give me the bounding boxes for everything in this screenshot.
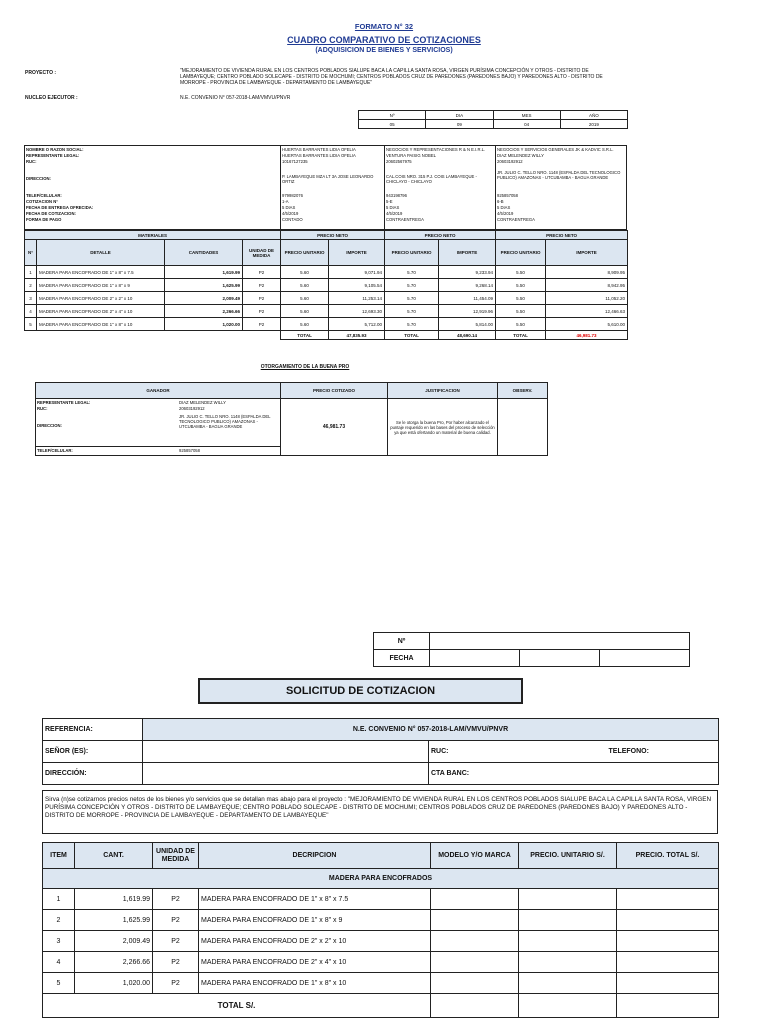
item-cell: 1,020.00 [75,973,153,994]
item-modelo-marca[interactable] [431,910,519,931]
col-importe-1: IMPORTE [329,240,385,266]
item-cell: P2 [153,973,199,994]
comparison-cell: 1,020.00 [165,318,243,331]
provider-3 [496,146,626,229]
label-forma-pago: FORMA DE PAGO [26,217,62,222]
comparison-cell: MADERA PARA ENCOFRADO DE 2" x 4" x 10 [37,305,165,318]
fecha-label: FECHA [374,650,430,667]
adquisicion-subtitle: (ADQUISICION DE BIENES Y SERVICIOS) [315,47,453,54]
precio-cotizado-header: PRECIO COTIZADO [281,383,388,399]
item-cell: 1 [43,889,75,910]
ganador-telefono-cell [36,447,281,456]
observ-cell [498,399,548,456]
col-unidad-medida: UNIDAD DE MEDIDA [153,843,199,869]
cuadro-title: CUADRO COMPARATIVO DE COTIZACIONES [287,35,481,45]
comparison-cell: P2 [243,292,281,305]
bp-ruc: 20603192912 [179,406,205,411]
p1-cotizacion: 1-A [282,199,289,204]
comparison-cell: 5.50 [496,305,546,318]
col-pu-1: PRECIO UNITARIO [281,240,329,266]
comparison-cell: 5.70 [385,318,439,331]
label-telefono: TELEF/CELULAR: [26,193,62,198]
comparison-cell: 8,942.95 [546,279,628,292]
comparison-cell: MADERA PARA ENCOFRADO DE 1" x 8" x 10 [37,318,165,331]
materiales-header: MATERIALES [25,231,281,240]
item-precio-unitario[interactable] [519,910,617,931]
p3-representante: DIAZ MELENDEZ WILLY [497,153,544,158]
comparison-cell: 2,266.66 [165,305,243,318]
precio-neto-header-3: PRECIO NETO [496,231,628,240]
item-cell: MADERA PARA ENCOFRADO DE 1" x 8" x 10 [199,973,431,994]
item-cell: MADERA PARA ENCOFRADO DE 1" x 8" x 7.5 [199,889,431,910]
p1-entrega: 5 DIAS [282,205,296,210]
item-precio-total[interactable] [617,910,719,931]
col-n: N° [25,240,37,266]
comparison-cell: 9,268.14 [439,279,496,292]
comparison-cell: 5.60 [281,318,329,331]
p1-direccion: P. LAMBAYEQUE MZA LT 3A JOSE LEONARDO ORTIZ [282,174,374,184]
solicitud-text: Sirva (n)se cotizarnos precios netos de los bienes y/o servicios que se detallan mas abajo para el proyecto : "MEJORAMIENTO DE VIVIENDA RURAL EN LOS CENTROS POBLADOS SIALUPE BACA LA CAPILLA SANTA ROSA, VIRGEN PURÍSIMA CONCEPCIÓN Y OTROS - DISTRITO DE LAMBAYEQUE; CENTRO POBLADO SOLECAPE - DISTRITO DE MOCHUMI; CENTROS POBLADOS CRUZ DE PAREDONES (PAREDONES BAJO) Y PAREDONES ALTO - DISTRITO DE MORROPE - PROVINCIA DE LAMBAYEQUE - DEPARTAMENTO DE LAMBAYEQUE" [42,790,718,834]
item-cell: MADERA PARA ENCOFRADO DE 2" x 4" x 10 [199,952,431,973]
comparison-cell: MADERA PARA ENCOFRADO DE 1" x 8" x 9 [37,279,165,292]
formato-title: FORMATO N° 32 [354,22,414,31]
comparison-table [24,230,628,340]
col-precio-unitario: PRECIO. UNITARIO S/. [519,843,617,869]
comparison-row [25,318,628,331]
date-value: 04 [493,120,560,129]
col-precio-total: PRECIO. TOTAL S/. [617,843,719,869]
item-cell: 2,266.66 [75,952,153,973]
comparison-cell: 2 [25,279,37,292]
item-cell: P2 [153,889,199,910]
item-cell: P2 [153,952,199,973]
col-cant: CANT. [75,843,153,869]
comparison-row [25,292,628,305]
nucleo-label: NUCLEO EJECUTOR : [25,95,78,101]
col-importe-3: IMPORTE [546,240,628,266]
item-cell: 3 [43,931,75,952]
col-pu-2: PRECIO UNITARIO [385,240,439,266]
direccion-value[interactable] [143,763,429,785]
bp-label-ruc: RUC: [37,406,48,411]
date-value: 09 [426,120,493,129]
comparison-cell: 12,466.63 [546,305,628,318]
date-value: 05 [359,120,426,129]
comparison-cell: 5 [25,318,37,331]
p1-ruc: 10167127235 [282,159,308,164]
comparison-cell: P2 [243,305,281,318]
date-header: DIA [426,111,493,120]
p3-entrega: 5 DIAS [497,205,511,210]
comparison-cell: 12,919.96 [439,305,496,318]
label-cotizacion: COTIZACION N° [26,199,58,204]
col-unidad: UNIDAD DE MEDIDA [243,240,281,266]
justificacion-header: JUSTIFICACION [388,383,498,399]
p1-pago: CONTADO [282,217,303,222]
comparison-cell: 12,693.30 [329,305,385,318]
date-header: Nº [359,111,426,120]
item-precio-total[interactable] [617,931,719,952]
label-fecha-entrega: FECHA DE ENTREGA OFRECIDA: [26,205,94,210]
p3-direccion: JR. JULIO C. TELLO NRO. 1148 (ESPALDA DEL TECNOLOGICO PUBLICO) AMAZONAS - UTCUBAMBA - BAGUA GRANDE [497,170,621,180]
comparison-cell: 3 [25,292,37,305]
telefono-label: TELEFONO: [579,741,719,763]
bp-label-direccion: DIRECCION: [37,423,62,428]
total-soles-label: TOTAL S/. [43,994,431,1018]
comparison-cell: P2 [243,279,281,292]
direccion-label: DIRECCIÓN: [43,763,143,785]
bp-label-representante: REPRESENTANTE LEGAL: [37,400,91,405]
provider-1 [281,146,385,229]
col-importe-2: IMPORTE [439,240,496,266]
col-cantidades: CANTIDADES [165,240,243,266]
comparison-cell: 5.70 [385,266,439,279]
p3-pago: CONTRAENTREGA [497,217,535,222]
provider-2 [385,146,496,229]
p2-telefono: 943198796 [386,193,407,198]
p2-ruc: 20602567975 [386,159,412,164]
item-cell: 2,009.49 [75,931,153,952]
item-row [43,889,719,910]
label-fecha-cotizacion: FECHA DE COTIZACION: [26,211,76,216]
nucleo-value: N.E. CONVENIO N° 057-2018-LAM/VMVU/PNVR [180,95,291,101]
p3-fecha: 4/5/2019 [497,211,514,216]
justificacion-text: Se le otorga la buena Pro, Por haber alcanzado el puntaje requerido en las bases del proceso de selección ya que está ofertando un material de buena calidad. [388,399,498,456]
bp-label-telefono: TELEF/CELULAR: [37,448,73,453]
item-row [43,952,719,973]
total-value-1: 47,835.93 [329,331,385,340]
ganador-header: GANADOR [36,383,281,399]
comparison-row [25,279,628,292]
senor-value[interactable] [143,741,429,763]
label-ruc: RUC: [26,159,37,164]
date-header: MES [493,111,560,120]
total-value-3: 46,981.73 [546,331,628,340]
comparison-cell: 5.50 [496,292,546,305]
comparison-row [25,305,628,318]
comparison-cell: 11,454.09 [439,292,496,305]
solicitud-header-table [42,718,719,785]
comparison-cell: 5.50 [496,279,546,292]
item-precio-unitario[interactable] [519,889,617,910]
comparison-cell: 5.60 [281,279,329,292]
item-cell: 4 [43,952,75,973]
providers-labels [25,146,281,229]
comparison-cell: 5.60 [281,292,329,305]
item-row [43,973,719,994]
col-modelo-marca: MODELO Y/O MARCA [431,843,519,869]
p1-fecha: 4/5/2019 [282,211,299,216]
comparison-cell: 5.70 [385,279,439,292]
p1-telefono: 979982076 [282,193,303,198]
fecha-mes [520,650,600,667]
proyecto-value: "MEJORAMIENTO DE VIVIENDA RURAL EN LOS CENTROS POBLADOS SIALUPE BACA LA CAPILLA SANTA ROSA, VIRGEN PURÍSIMA CONCEPCIÓN Y OTROS - DISTRITO DE LAMBAYEQUE; CENTRO POBLADO SOLECAPE - DISTRITO DE MOCHUMI; CENTROS POBLADOS CRUZ DE PAREDONES (PAREDONES BAJO) Y PAREDONES ALTO - DISTRITO DE MORROPE - PROVINCIA DE LAMBAYEQUE - DEPARTAMENTO DE LAMBAYEQUE" [180,68,603,86]
item-modelo-marca[interactable] [431,952,519,973]
senor-label: SEÑOR (ES): [43,741,143,763]
comparison-cell: 8,909.95 [546,266,628,279]
cta-label: CTA BANC: [429,763,719,785]
comparison-cell: 5.70 [385,292,439,305]
col-item: ITEM [43,843,75,869]
ganador-cell [36,399,281,447]
total-value-2: 48,690.14 [439,331,496,340]
p3-telefono: 925857058 [497,193,518,198]
p2-representante: VENTURA PAISIG NOBEL [386,153,436,158]
p2-cotizacion: 5-E [386,199,393,204]
label-razon-social: NOMBRE O RAZON SOCIAL: [26,147,84,152]
comparison-cell: 4 [25,305,37,318]
total-pu-cell [519,994,617,1018]
item-precio-total[interactable] [617,889,719,910]
label-direccion: DIRECCION: [26,176,51,181]
item-cell: MADERA PARA ENCOFRADO DE 2" x 2" x 10 [199,931,431,952]
item-precio-unitario[interactable] [519,931,617,952]
total-label-3: TOTAL [496,331,546,340]
item-cell: 2 [43,910,75,931]
comparison-cell: 1,625.99 [165,279,243,292]
comparison-cell: 5.50 [496,266,546,279]
p2-entrega: 5 DIAS [386,205,400,210]
item-cell: 1,625.99 [75,910,153,931]
date-value: 2019 [560,120,627,129]
comparison-cell: 11,253.14 [329,292,385,305]
comparison-cell: MADERA PARA ENCOFRADO DE 2" x 2" x 10 [37,292,165,305]
p3-nombre: NEGOCIOS Y SERVICIOS GENERALES JK & KADVIC S.R.L. [497,147,614,152]
date-header: AÑO [560,111,627,120]
item-precio-unitario[interactable] [519,952,617,973]
total-spacer [25,331,281,340]
solicitud-title: SOLICITUD DE COTIZACION [198,678,523,704]
comparison-row [25,266,628,279]
fecha-anio [600,650,690,667]
p2-nombre: NEGOCIOS Y REPRESENTACIONES R & N E.I.R.L. [386,147,486,152]
item-cell: MADERA PARA ENCOFRADO DE 1" x 8" x 9 [199,910,431,931]
item-modelo-marca[interactable] [431,889,519,910]
bp-telefono: 925857058 [179,448,200,453]
referencia-value: N.E. CONVENIO N° 057-2018-LAM/VMVU/PNVR [143,719,719,741]
ruc-label: RUC: [429,741,579,763]
fecha-dia [430,650,520,667]
total-modelo-cell [431,994,519,1018]
bp-representante: DIAZ MELENDEZ WILLY [179,400,226,405]
item-cell: 1,619.99 [75,889,153,910]
bp-direccion: JR. JULIO C. TELLO NRO. 1148 (ESPALDA DEL TECNOLOGICO PUBLICO) AMAZONAS - UTCUBAMBA - BAGUA GRANDE [179,414,271,429]
providers-block [24,145,627,230]
col-descripcion: DECRIPCION [199,843,431,869]
comparison-cell: 5,610.00 [546,318,628,331]
date-box [358,110,628,129]
p3-cotizacion: 6-B [497,199,504,204]
comparison-cell: P2 [243,318,281,331]
items-table [42,842,719,1018]
p2-fecha: 4/5/2019 [386,211,403,216]
comparison-cell: 9,071.94 [329,266,385,279]
nro-label: Nº [374,633,430,650]
comparison-cell: 5.50 [496,318,546,331]
buena-pro-title: OTORGAMIENTO DE LA BUENA PRO [260,364,350,370]
item-cell: P2 [153,910,199,931]
proyecto-label: PROYECTO : [25,70,57,76]
comparison-cell: 1,619.99 [165,266,243,279]
comparison-cell: P2 [243,266,281,279]
item-precio-total[interactable] [617,952,719,973]
comparison-cell: 5.60 [281,266,329,279]
item-precio-total[interactable] [617,973,719,994]
comparison-cell: 9,105.54 [329,279,385,292]
buena-pro-table [35,382,548,456]
item-cell: P2 [153,931,199,952]
item-row [43,910,719,931]
referencia-label: REFERENCIA: [43,719,143,741]
comparison-cell: 5.60 [281,305,329,318]
p3-ruc: 20603192912 [497,159,523,164]
total-label-2: TOTAL [385,331,439,340]
item-modelo-marca[interactable] [431,931,519,952]
item-modelo-marca[interactable] [431,973,519,994]
comparison-cell: 11,052.20 [546,292,628,305]
item-precio-unitario[interactable] [519,973,617,994]
p2-pago: CONTRAENTREGA [386,217,424,222]
precio-neto-header-1: PRECIO NETO [281,231,385,240]
col-detalle: DETALLE [37,240,165,266]
comparison-cell: 1 [25,266,37,279]
item-cell: 5 [43,973,75,994]
comparison-cell: 2,009.49 [165,292,243,305]
comparison-cell: 5,814.00 [439,318,496,331]
item-row [43,931,719,952]
p2-direccion: CAL.COIS NRO. 315 P.J. COIS LAMBAYEQUE - CHICLAYO - CHICLAYO [386,174,477,184]
section-header: MADERA PARA ENCOFRADOS [43,869,719,889]
p1-nombre: HUERTAS BARRANTES LIDIA OFELIA [282,147,356,152]
nro-value [430,633,690,650]
nro-fecha-table [373,632,690,667]
precio-cotizado-value: 46,981.73 [281,399,388,456]
observ-header: OBSERV. [498,383,548,399]
p1-representante: HUERTAS BARRANTES LIDIA OFELIA [282,153,356,158]
total-label-1: TOTAL [281,331,329,340]
label-representante: REPRESENTANTE LEGAL: [26,153,80,158]
comparison-cell: 5,712.00 [329,318,385,331]
total-soles-value[interactable] [617,994,719,1018]
precio-neto-header-2: PRECIO NETO [385,231,496,240]
comparison-cell: 5.70 [385,305,439,318]
comparison-cell: 9,233.94 [439,266,496,279]
col-pu-3: PRECIO UNITARIO [496,240,546,266]
comparison-cell: MADERA PARA ENCOFRADO DE 1" x 8" x 7.5 [37,266,165,279]
